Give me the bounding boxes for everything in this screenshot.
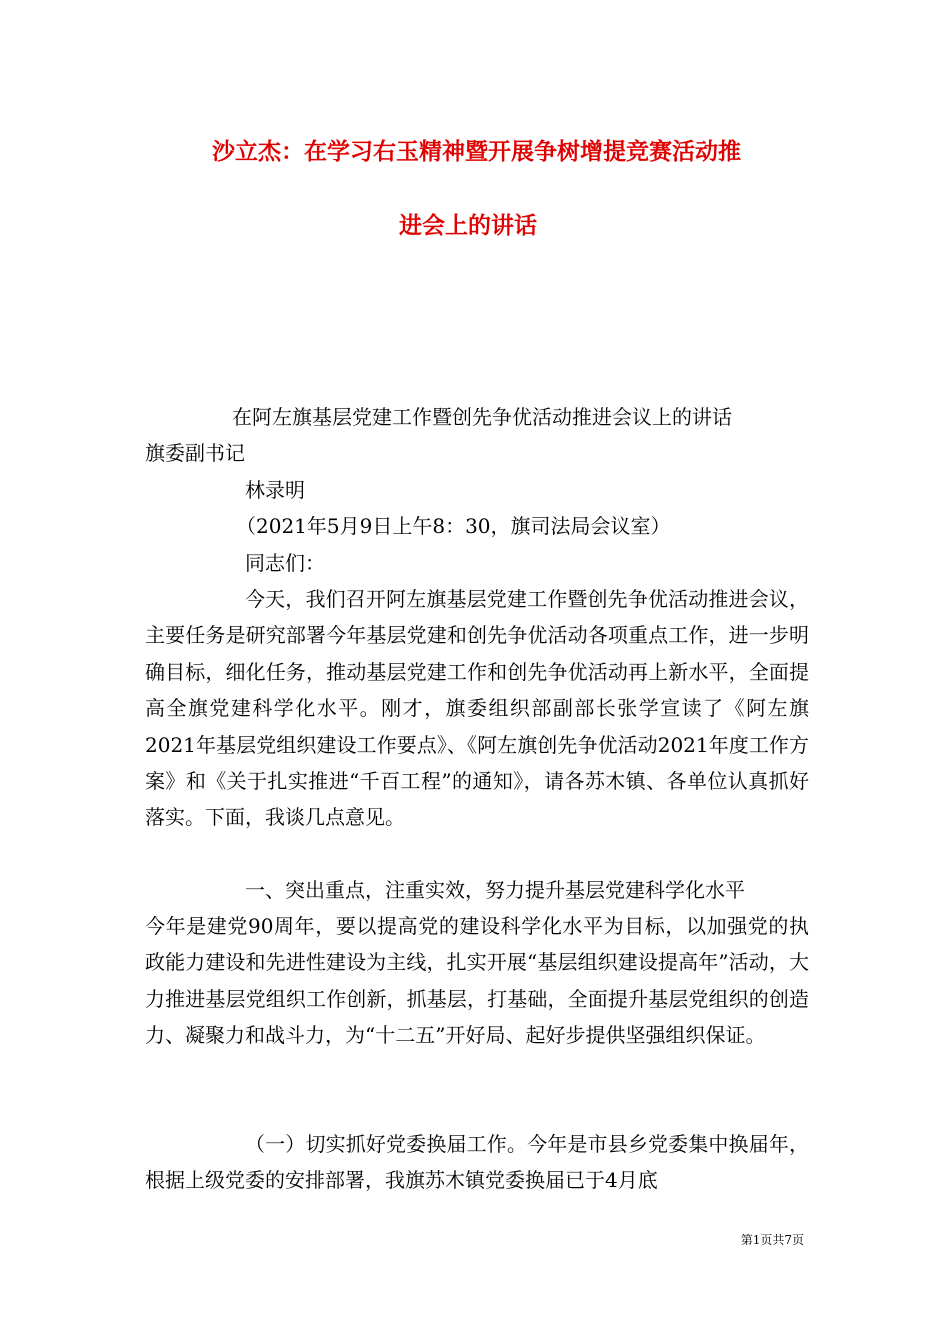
speaker-role: 旗委副书记 <box>145 441 245 465</box>
page-number-footer: 第1页共7页 <box>740 1233 804 1247</box>
meeting-info: （2021年5月9日上午8：30，旗司法局会议室） <box>236 514 671 538</box>
speech-subtitle: 在阿左旗基层党建工作暨创先争优活动推进会议上的讲话 <box>232 405 732 429</box>
document-title-line-2: 进会上的讲话 <box>399 212 537 239</box>
paragraph-intro: 今天，我们召开阿左旗基层党建工作暨创先争优活动推进会议，主要任务是研究部署今年基层党建和创先争优活动各项重点工作，进一步明确目标，细化任务，推动基层党建工作和创先争优活动再上新水平，全面提高全旗党建科学化水平。刚才，旗委组织部副部长张学宣读了《阿左旗2021年基层党组织建设工作要点》、《阿左旗创先争优活动2021年度工作方案》和《关于扎实推进“千百工程”的通知》，请各苏木镇、各单位认真抓好落实。下面，我谈几点意见。 <box>145 587 809 830</box>
document-title-line-1: 沙立杰：在学习右玉精神暨开展争树增提竞赛活动推 <box>212 138 741 165</box>
paragraph-section-1: 今年是建党90周年，要以提高党的建设科学化水平为目标，以加强党的执政能力建设和先进性建设为主线，扎实开展“基层组织建设提高年”活动，大力推进基层党组织工作创新，抓基层，打基础，全面提升基层党组织的创造力、凝聚力和战斗力，为“十二五”开好局、起好步提供坚强组织保证。 <box>145 914 809 1048</box>
speaker-name: 林录明 <box>245 478 305 502</box>
section-heading-1: 一、突出重点，注重实效，努力提升基层党建科学化水平 <box>245 878 745 902</box>
salutation: 同志们： <box>245 551 325 575</box>
paragraph-subsection-1: （一）切实抓好党委换届工作。今年是市县乡党委集中换届年，根据上级党委的安排部署，我旗苏木镇党委换届已于4月底 <box>145 1132 809 1193</box>
